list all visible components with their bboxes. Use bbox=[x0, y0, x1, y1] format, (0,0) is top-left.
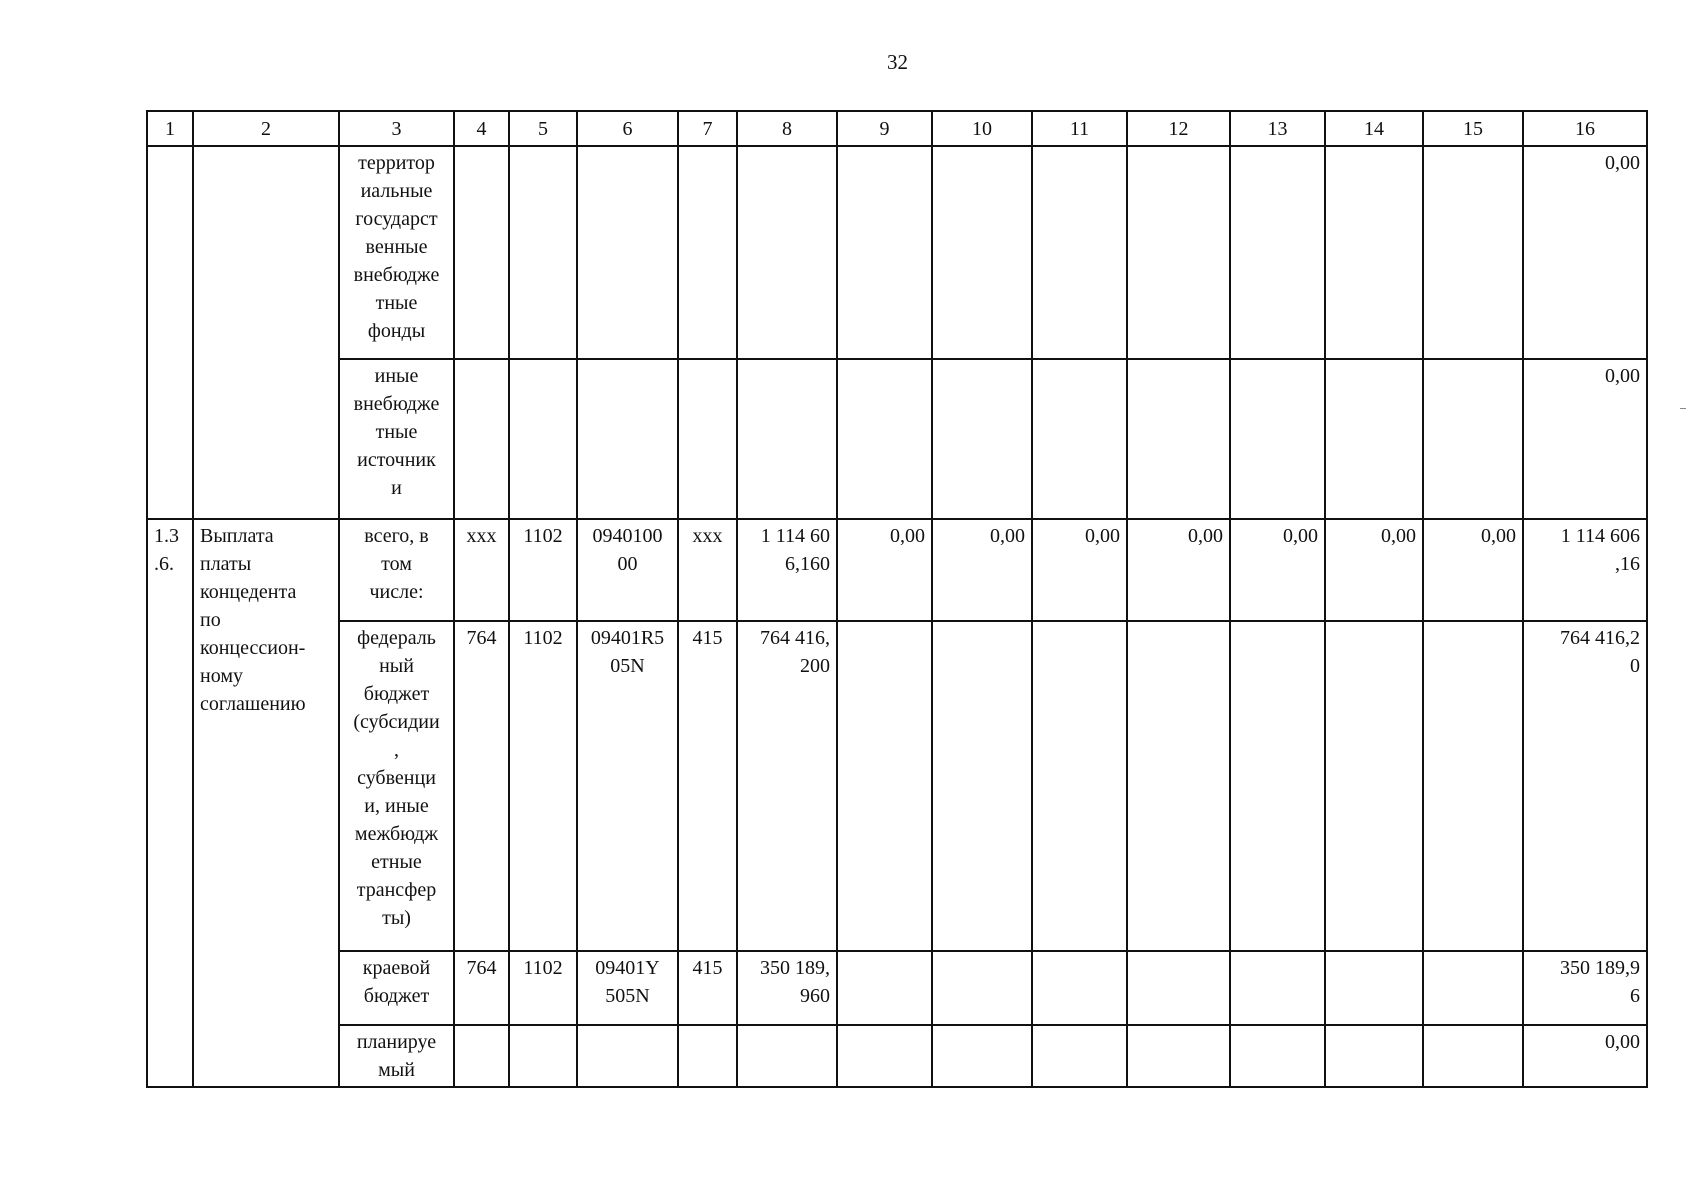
table-cell: 0,00 bbox=[837, 519, 932, 621]
table-cell: 0940100 00 bbox=[577, 519, 678, 621]
header-cell: 4 bbox=[454, 111, 509, 146]
table-cell bbox=[577, 359, 678, 519]
table-cell bbox=[737, 146, 837, 359]
table-cell bbox=[837, 359, 932, 519]
page-number: 32 bbox=[887, 50, 908, 74]
funding-source-cell: краевой бюджет bbox=[339, 951, 454, 1025]
table-cell bbox=[1230, 146, 1325, 359]
budget-table bbox=[146, 110, 1648, 1088]
table-cell bbox=[509, 146, 577, 359]
table-cell: 09401R5 05N bbox=[577, 621, 678, 951]
table-cell: 350 189, 960 bbox=[737, 951, 837, 1025]
table-cell: 1 114 60 6,160 bbox=[737, 519, 837, 621]
table-cell bbox=[1325, 951, 1423, 1025]
table-cell bbox=[1230, 1025, 1325, 1087]
table-cell bbox=[1127, 146, 1230, 359]
table-cell bbox=[932, 951, 1032, 1025]
table-cell bbox=[737, 1025, 837, 1087]
table-cell bbox=[577, 146, 678, 359]
table-cell bbox=[678, 359, 737, 519]
funding-source-cell: территор иальные государст венные внебюдже тные фонды bbox=[339, 146, 454, 359]
table-cell bbox=[1325, 146, 1423, 359]
table-cell bbox=[837, 621, 932, 951]
table-row bbox=[147, 621, 1647, 951]
table-cell bbox=[1127, 1025, 1230, 1087]
table-cell: 0,00 bbox=[1423, 519, 1523, 621]
header-cell: 15 bbox=[1423, 111, 1523, 146]
funding-source-cell: планируе мый bbox=[339, 1025, 454, 1087]
table-cell bbox=[1325, 1025, 1423, 1087]
scan-edge-mark bbox=[1680, 408, 1686, 409]
table-cell bbox=[1032, 146, 1127, 359]
table-cell bbox=[509, 359, 577, 519]
table-cell bbox=[1032, 359, 1127, 519]
header-cell: 10 bbox=[932, 111, 1032, 146]
table-cell bbox=[454, 1025, 509, 1087]
table-cell bbox=[1127, 359, 1230, 519]
header-cell: 11 bbox=[1032, 111, 1127, 146]
table-cell: ххх bbox=[678, 519, 737, 621]
table-cell bbox=[454, 146, 509, 359]
table-cell: 09401Y 505N bbox=[577, 951, 678, 1025]
table-cell bbox=[837, 951, 932, 1025]
table-cell: 0,00 bbox=[1127, 519, 1230, 621]
header-cell: 3 bbox=[339, 111, 454, 146]
table-cell: 0,00 bbox=[1032, 519, 1127, 621]
table-cell: 415 bbox=[678, 951, 737, 1025]
table-cell bbox=[932, 1025, 1032, 1087]
item-name-cell bbox=[193, 146, 339, 519]
table-cell: 1102 bbox=[509, 951, 577, 1025]
table-row bbox=[147, 1025, 1647, 1087]
table-cell bbox=[1423, 146, 1523, 359]
table-cell: 764 bbox=[454, 951, 509, 1025]
header-cell: 13 bbox=[1230, 111, 1325, 146]
total-value-cell: 0,00 bbox=[1523, 146, 1647, 359]
total-value-cell: 1 114 606 ,16 bbox=[1523, 519, 1647, 621]
table-cell: 1102 bbox=[509, 621, 577, 951]
table-cell: 764 416, 200 bbox=[737, 621, 837, 951]
table-cell bbox=[1127, 621, 1230, 951]
table-cell bbox=[932, 621, 1032, 951]
table-cell bbox=[1325, 621, 1423, 951]
table-header-row bbox=[147, 111, 1647, 146]
total-value-cell: 764 416,2 0 bbox=[1523, 621, 1647, 951]
header-cell: 8 bbox=[737, 111, 837, 146]
table-cell bbox=[577, 1025, 678, 1087]
header-cell: 16 bbox=[1523, 111, 1647, 146]
table-cell bbox=[454, 359, 509, 519]
table-cell: 415 bbox=[678, 621, 737, 951]
table-cell bbox=[678, 146, 737, 359]
table-cell bbox=[1423, 621, 1523, 951]
item-name-cell: Выплата платы концедента по концессион- ному соглашению bbox=[193, 519, 339, 1087]
table-cell bbox=[1032, 621, 1127, 951]
table-cell bbox=[932, 146, 1032, 359]
item-number-cell bbox=[147, 146, 193, 519]
table-row bbox=[147, 519, 1647, 621]
table-row bbox=[147, 951, 1647, 1025]
table-cell: ххх bbox=[454, 519, 509, 621]
funding-source-cell: всего, в том числе: bbox=[339, 519, 454, 621]
table-cell bbox=[509, 1025, 577, 1087]
table-cell: 1102 bbox=[509, 519, 577, 621]
table-cell bbox=[1423, 359, 1523, 519]
table-cell bbox=[678, 1025, 737, 1087]
table-row bbox=[147, 146, 1647, 359]
table-cell bbox=[1423, 951, 1523, 1025]
table-cell bbox=[932, 359, 1032, 519]
table-cell: 0,00 bbox=[1230, 519, 1325, 621]
table-cell: 764 bbox=[454, 621, 509, 951]
table-cell bbox=[837, 1025, 932, 1087]
header-cell: 2 bbox=[193, 111, 339, 146]
table-cell bbox=[1230, 621, 1325, 951]
table-cell bbox=[1230, 359, 1325, 519]
item-number-cell: 1.3 .6. bbox=[147, 519, 193, 1087]
table-cell bbox=[1127, 951, 1230, 1025]
total-value-cell: 0,00 bbox=[1523, 359, 1647, 519]
table-cell bbox=[1032, 1025, 1127, 1087]
table-cell bbox=[837, 146, 932, 359]
header-cell: 12 bbox=[1127, 111, 1230, 146]
header-cell: 1 bbox=[147, 111, 193, 146]
header-cell: 5 bbox=[509, 111, 577, 146]
table-cell bbox=[1325, 359, 1423, 519]
funding-source-cell: федераль ный бюджет (субсидии , субвенци и, иные межбюдж етные трансфер ты) bbox=[339, 621, 454, 951]
table-cell bbox=[1423, 1025, 1523, 1087]
header-cell: 9 bbox=[837, 111, 932, 146]
table-cell: 0,00 bbox=[1325, 519, 1423, 621]
total-value-cell: 0,00 bbox=[1523, 1025, 1647, 1087]
total-value-cell: 350 189,9 6 bbox=[1523, 951, 1647, 1025]
header-cell: 6 bbox=[577, 111, 678, 146]
header-cell: 7 bbox=[678, 111, 737, 146]
table-cell bbox=[1032, 951, 1127, 1025]
table-row bbox=[147, 359, 1647, 519]
table-cell bbox=[737, 359, 837, 519]
header-cell: 14 bbox=[1325, 111, 1423, 146]
table-cell: 0,00 bbox=[932, 519, 1032, 621]
table-cell bbox=[1230, 951, 1325, 1025]
funding-source-cell: иные внебюдже тные источник и bbox=[339, 359, 454, 519]
